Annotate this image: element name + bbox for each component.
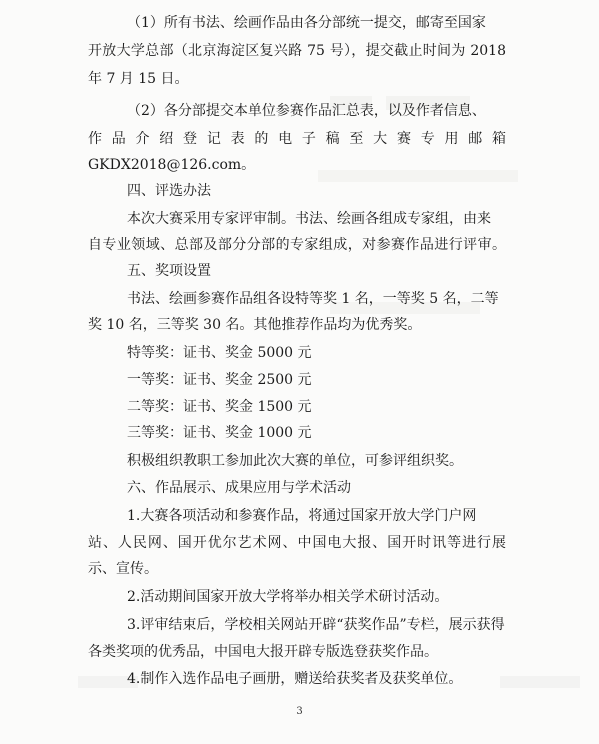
body-line: （1）所有书法、绘画作品由各分部统一提交，邮寄至国家: [127, 15, 486, 31]
body-line: 本次大赛采用专家评审制。书法、绘画各组成专家组，由来: [127, 211, 491, 227]
prize-line: 特等奖：证书、奖金 5000 元: [127, 345, 312, 361]
prize-line: 二等奖：证书、奖金 1500 元: [127, 399, 312, 415]
bleed-through-text: [318, 170, 518, 182]
body-line: 2.活动期间国家开放大学将举办相关学术研讨活动。: [127, 589, 449, 605]
body-line: 自专业领域、总部及部分分部的专家组成，对参赛作品进行评审。: [88, 237, 506, 253]
page-number: 3: [296, 706, 303, 717]
body-line: 站、人民网、国开优尔艺术网、中国电大报、国开时讯等进行展: [88, 535, 506, 551]
body-line: 各类奖项的优秀品，中国电大报开辟专版选登获奖作品。: [88, 644, 438, 660]
body-line: 1.大赛各项活动和参赛作品，将通过国家开放大学门户网: [127, 508, 477, 524]
body-line: 积极组织教职工参加此次大赛的单位，可参评组织奖。: [127, 453, 463, 469]
bleed-through-text: [500, 676, 580, 688]
prize-line: 三等奖：证书、奖金 1000 元: [127, 425, 312, 441]
body-line: （2）各分部提交本单位参赛作品汇总表，以及作者信息、: [127, 103, 486, 119]
body-line: 作品介绍登记表的电子稿至大赛专用邮箱: [88, 131, 506, 147]
body-line: 4.制作入选作品电子画册，赠送给获奖者及获奖单位。: [127, 671, 463, 687]
body-line: 开放大学总部（北京海淀区复兴路 75 号），提交截止时间为 2018: [88, 43, 506, 59]
section-heading: 六、作品展示、成果应用与学术活动: [127, 480, 351, 496]
prize-line: 一等奖：证书、奖金 2500 元: [127, 372, 312, 388]
body-line: 奖 10 名，三等奖 30 名。其他推荐作品均为优秀奖。: [88, 317, 422, 333]
body-line: 3.评审结束后，学校相关网站开辟“获奖作品”专栏，展示获得: [127, 617, 505, 633]
body-line: GKDX2018@126.com。: [88, 157, 256, 173]
section-heading: 四、评选办法: [127, 183, 211, 199]
body-line: 书法、绘画参赛作品组各设特等奖 1 名，一等奖 5 名，二等: [127, 291, 499, 307]
body-line: 示、宣传。: [88, 561, 158, 577]
body-line: 年 7 月 15 日。: [88, 71, 189, 87]
section-heading: 五、奖项设置: [127, 263, 211, 279]
